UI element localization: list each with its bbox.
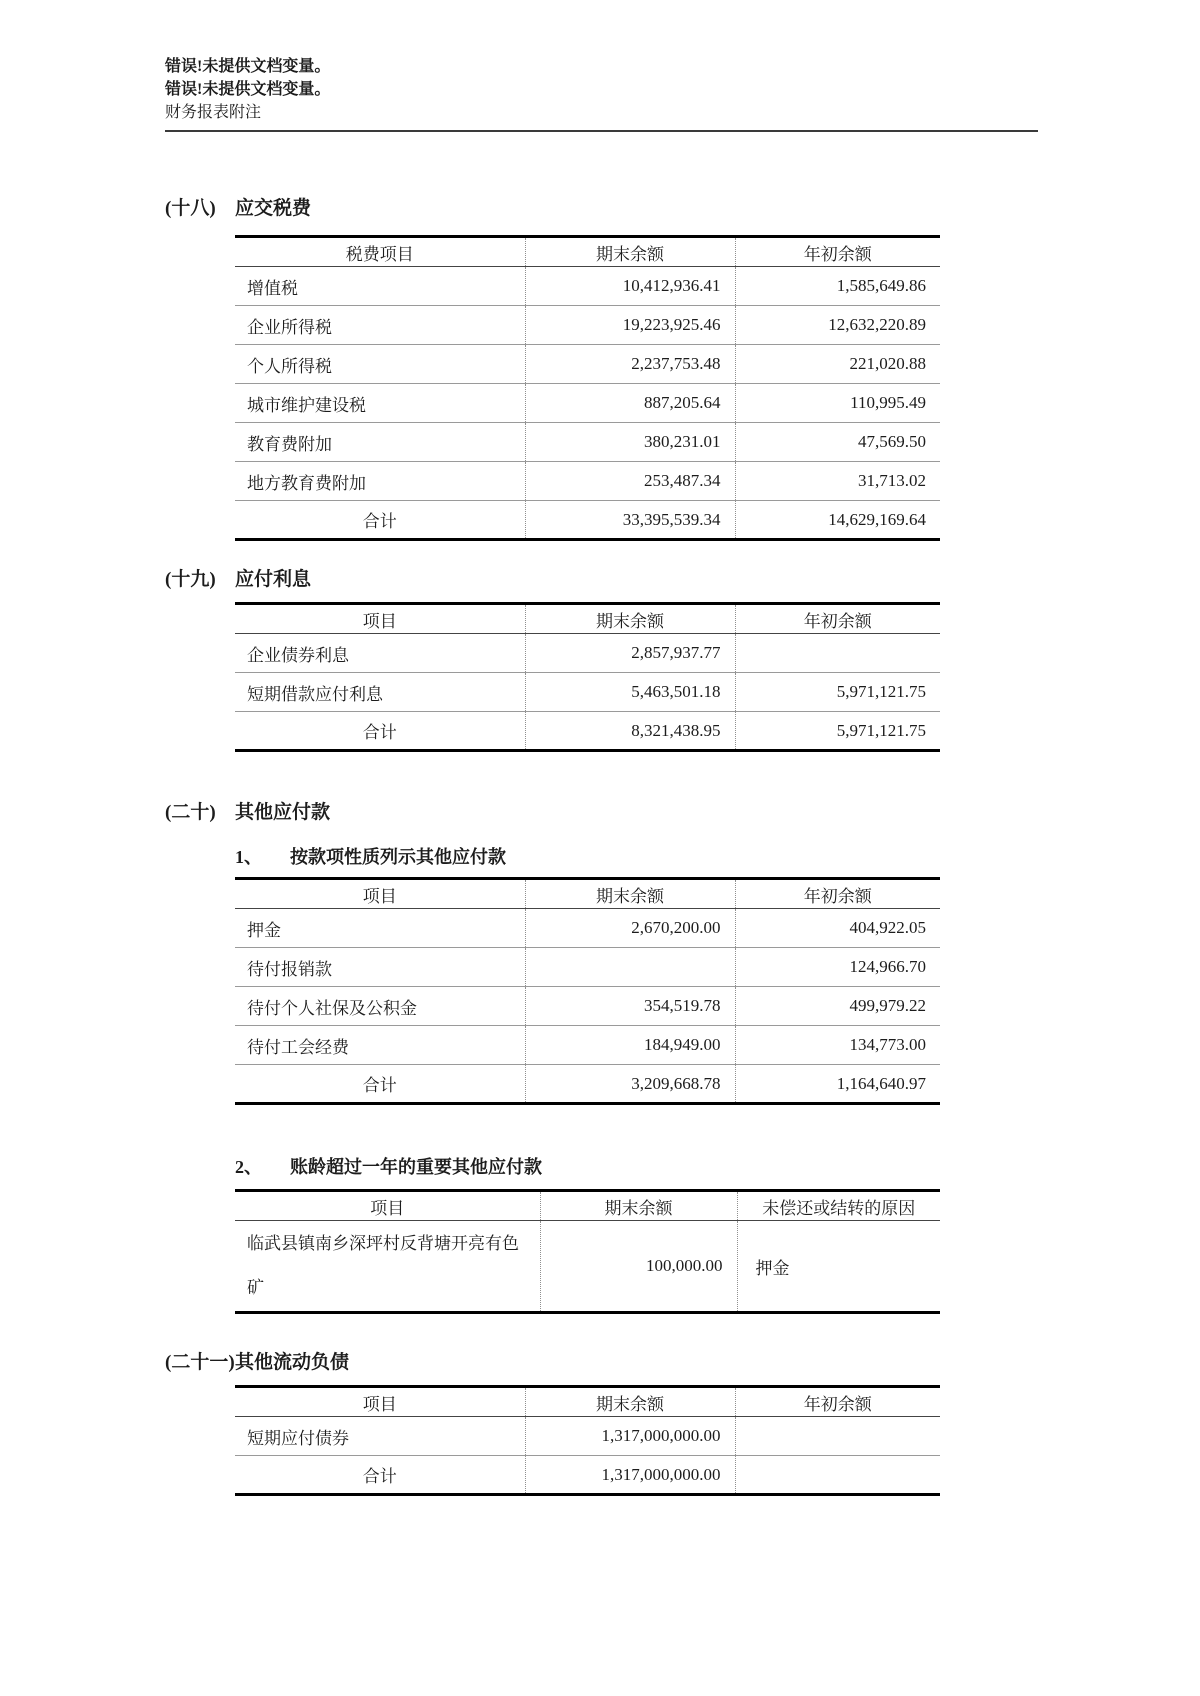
table-total-row	[235, 712, 940, 751]
col-header-ending-balance: 期末余额	[525, 1387, 735, 1417]
table-row	[235, 345, 940, 384]
row-label: 临武县镇南乡深坪村反背塘开亮有色矿	[247, 1234, 519, 1297]
total-label: 合计	[362, 1467, 397, 1486]
total-label: 合计	[362, 1076, 397, 1095]
table-row	[235, 423, 940, 462]
beginning-balance: 499,979.22	[735, 987, 940, 1026]
beginning-balance: 1,585,649.86	[735, 267, 940, 306]
row-label: 地方教育费附加	[235, 462, 525, 501]
row-label: 押金	[235, 909, 525, 948]
ending-balance: 2,857,937.77	[525, 634, 735, 673]
section-20-number: (二十)	[165, 802, 216, 823]
row-label: 企业所得税	[235, 306, 525, 345]
beginning-balance: 404,922.05	[735, 909, 940, 948]
table-row	[235, 987, 940, 1026]
col-header-ending-balance: 期末余额	[525, 604, 735, 634]
total-beginning-balance: 1,164,640.97	[735, 1065, 940, 1104]
header-line-3: 财务报表附注	[165, 104, 262, 121]
interest-payable-table	[235, 602, 940, 752]
beginning-balance: 124,966.70	[735, 948, 940, 987]
col-header-ending-balance: 期末余额	[525, 237, 735, 267]
row-label: 城市维护建设税	[235, 384, 525, 423]
total-label: 合计	[362, 512, 397, 531]
section-18-title: 应交税费	[235, 198, 312, 219]
section-21-number: (二十一)	[165, 1352, 235, 1373]
beginning-balance	[735, 1417, 940, 1456]
beginning-balance: 110,995.49	[735, 384, 940, 423]
table-row	[235, 673, 940, 712]
table-row	[235, 634, 940, 673]
ending-balance: 19,223,925.46	[525, 306, 735, 345]
table-row	[235, 1417, 940, 1456]
beginning-balance: 47,569.50	[735, 423, 940, 462]
col-header-item: 项目	[235, 1191, 540, 1221]
section-19-title: 应付利息	[235, 569, 312, 590]
section-19-heading	[165, 567, 1040, 592]
col-header-beginning-balance: 年初余额	[735, 1387, 940, 1417]
beginning-balance: 12,632,220.89	[735, 306, 940, 345]
col-header-item: 项目	[235, 604, 525, 634]
ending-balance: 1,317,000,000.00	[525, 1417, 735, 1456]
table-header-row	[235, 1191, 940, 1221]
section-19-number: (十九)	[165, 569, 216, 590]
col-header-ending-balance: 期末余额	[525, 879, 735, 909]
section-18-number: (十八)	[165, 198, 216, 219]
table-row	[235, 462, 940, 501]
header-line-2: 错误!未提供文档变量。	[165, 81, 331, 98]
ending-balance: 253,487.34	[525, 462, 735, 501]
subsection-1-number: 1、	[235, 847, 262, 867]
section-18-heading	[165, 196, 1040, 221]
col-header-beginning-balance: 年初余额	[735, 879, 940, 909]
row-label: 个人所得税	[235, 345, 525, 384]
table-header-row	[235, 237, 940, 267]
total-ending-balance: 3,209,668.78	[525, 1065, 735, 1104]
col-header-beginning-balance: 年初余额	[735, 237, 940, 267]
other-payables-by-nature-table	[235, 877, 940, 1105]
ending-balance: 354,519.78	[525, 987, 735, 1026]
row-label: 短期应付债券	[235, 1417, 525, 1456]
row-label: 增值税	[235, 267, 525, 306]
table-total-row	[235, 1065, 940, 1104]
col-header-beginning-balance: 年初余额	[735, 604, 940, 634]
table-header-row	[235, 1387, 940, 1417]
table-row	[235, 1026, 940, 1065]
total-ending-balance: 33,395,539.34	[525, 501, 735, 540]
row-label: 短期借款应付利息	[235, 673, 525, 712]
subsection-1-title: 按款项性质列示其他应付款	[290, 847, 506, 867]
row-label: 待付工会经费	[235, 1026, 525, 1065]
table-header-row	[235, 879, 940, 909]
subsection-2-heading	[235, 1155, 1040, 1179]
header-line-1: 错误!未提供文档变量。	[165, 58, 331, 75]
ending-balance: 5,463,501.18	[525, 673, 735, 712]
unsettled-reason: 押金	[737, 1221, 940, 1313]
row-label: 企业债券利息	[235, 634, 525, 673]
table-header-row	[235, 604, 940, 634]
document-header	[165, 55, 1040, 124]
total-label: 合计	[362, 723, 397, 742]
total-beginning-balance	[735, 1456, 940, 1495]
table-row	[235, 267, 940, 306]
table-row	[235, 1221, 940, 1313]
ending-balance: 10,412,936.41	[525, 267, 735, 306]
ending-balance: 184,949.00	[525, 1026, 735, 1065]
subsection-2-title: 账龄超过一年的重要其他应付款	[290, 1157, 542, 1177]
total-beginning-balance: 5,971,121.75	[735, 712, 940, 751]
total-beginning-balance: 14,629,169.64	[735, 501, 940, 540]
row-label: 待付报销款	[235, 948, 525, 987]
ending-balance: 100,000.00	[540, 1221, 737, 1313]
beginning-balance: 31,713.02	[735, 462, 940, 501]
beginning-balance: 5,971,121.75	[735, 673, 940, 712]
total-ending-balance: 1,317,000,000.00	[525, 1456, 735, 1495]
section-21-title: 其他流动负债	[235, 1352, 350, 1373]
aged-other-payables-table	[235, 1189, 940, 1314]
beginning-balance: 221,020.88	[735, 345, 940, 384]
table-total-row	[235, 1456, 940, 1495]
subsection-2-number: 2、	[235, 1157, 262, 1177]
section-21-heading	[165, 1350, 1040, 1375]
col-header-item: 税费项目	[235, 237, 525, 267]
ending-balance	[525, 948, 735, 987]
col-header-item: 项目	[235, 879, 525, 909]
ending-balance: 887,205.64	[525, 384, 735, 423]
header-divider	[165, 130, 1038, 132]
table-row	[235, 909, 940, 948]
col-header-item: 项目	[235, 1387, 525, 1417]
col-header-ending-balance: 期末余额	[540, 1191, 737, 1221]
table-total-row	[235, 501, 940, 540]
ending-balance: 380,231.01	[525, 423, 735, 462]
table-row	[235, 384, 940, 423]
table-row	[235, 948, 940, 987]
other-current-liabilities-table	[235, 1385, 940, 1496]
subsection-1-heading	[235, 845, 1040, 869]
section-20-heading	[165, 800, 1040, 825]
row-label: 教育费附加	[235, 423, 525, 462]
beginning-balance	[735, 634, 940, 673]
col-header-reason: 未偿还或结转的原因	[737, 1191, 940, 1221]
beginning-balance: 134,773.00	[735, 1026, 940, 1065]
ending-balance: 2,237,753.48	[525, 345, 735, 384]
table-row	[235, 306, 940, 345]
section-20-title: 其他应付款	[235, 802, 331, 823]
ending-balance: 2,670,200.00	[525, 909, 735, 948]
row-label: 待付个人社保及公积金	[235, 987, 525, 1026]
taxes-payable-table	[235, 235, 940, 541]
total-ending-balance: 8,321,438.95	[525, 712, 735, 751]
